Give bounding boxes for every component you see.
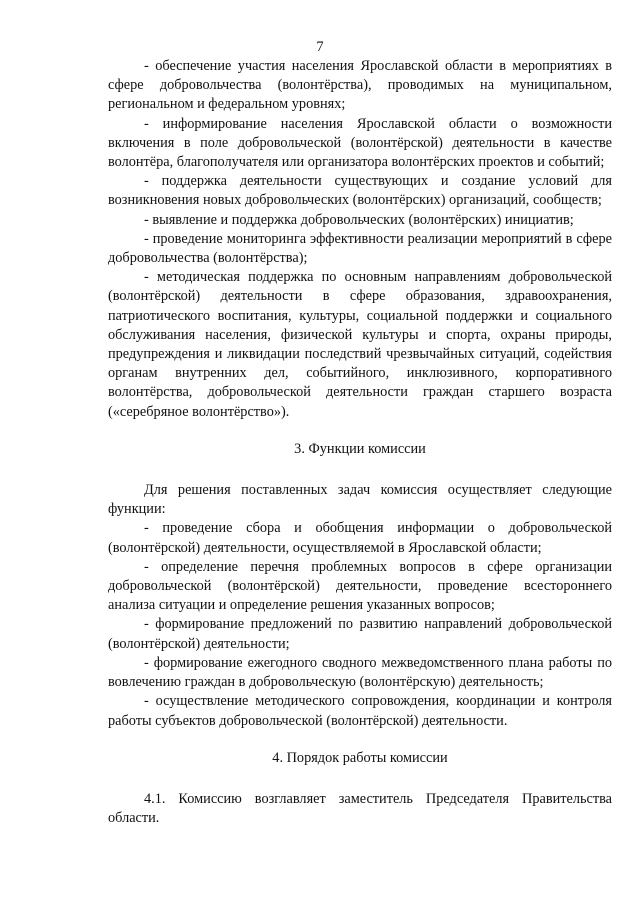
- list-item: - проведение мониторинга эффективности реализации мероприятий в сфере добровольчества (волонтёрства);: [108, 230, 612, 267]
- document-body: [108, 57, 612, 828]
- list-item: - методическая поддержка по основным направлениям добровольческой (волонтёрской) деятельности в сфере образования, здравоохранения, патриотического воспитания, культуры, социальной поддержки и социального обслуживания населения, физической культуры и спорта, охраны природы, предупреждения и ликвидации последствий чрезвычайных ситуаций, содействия органам внутренних дел, событийного, инклюзивного, корпоративного волонтёрства, добровольческой деятельности граждан старшего возраста («серебряное волонтёрство»).: [108, 269, 612, 420]
- page-number: 7: [316, 39, 324, 55]
- list-item: - поддержка деятельности существующих и создание условий для возникновения новых добровольческих (волонтёрских) организаций, сообществ;: [108, 173, 612, 209]
- list-item: - определение перечня проблемных вопросов в сфере организации добровольческой (волонтёрской) деятельности, проведение всестороннего анализа ситуации и определение решения указанных вопросов;: [108, 558, 612, 614]
- list-item: - формирование ежегодного сводного межведомственного плана работы по вовлечению граждан в добровольческую (волонтёрскую) деятельность;: [108, 654, 612, 691]
- list-item: - выявление и поддержка добровольческих (волонтёрских) инициатив;: [144, 211, 574, 228]
- list-item: - осуществление методического сопровождения, координации и контроля работы субъектов добровольческой (волонтёрской) деятельности.: [108, 693, 612, 729]
- list-item: - информирование населения Ярославской области о возможности включения в поле добровольческой (волонтёрской) деятельности в качестве волонтёра, благополучателя или организатора волонтёрских проектов и событий;: [108, 115, 612, 171]
- list-item: - формирование предложений по развитию направлений добровольческой (волонтёрской) деятельности;: [108, 616, 612, 652]
- list-item: - обеспечение участия населения Ярославской области в мероприятиях в сфере добровольчества (волонтёрства), проводимых на муниципальном, региональном и федеральном уровнях;: [108, 58, 612, 113]
- section-3-intro: Для решения поставленных задач комиссия осуществляет следующие функции:: [108, 482, 612, 518]
- section-4-heading: 4. Порядок работы комиссии: [272, 749, 448, 766]
- list-item: - проведение сбора и обобщения информации о добровольческой (волонтёрской) деятельности, осуществляемой в Ярославской области;: [108, 520, 612, 556]
- section-3-heading: 3. Функции комиссии: [294, 440, 426, 457]
- section-4-paragraph-1: 4.1. Комиссию возглавляет заместитель Председателя Правительства области.: [108, 790, 612, 827]
